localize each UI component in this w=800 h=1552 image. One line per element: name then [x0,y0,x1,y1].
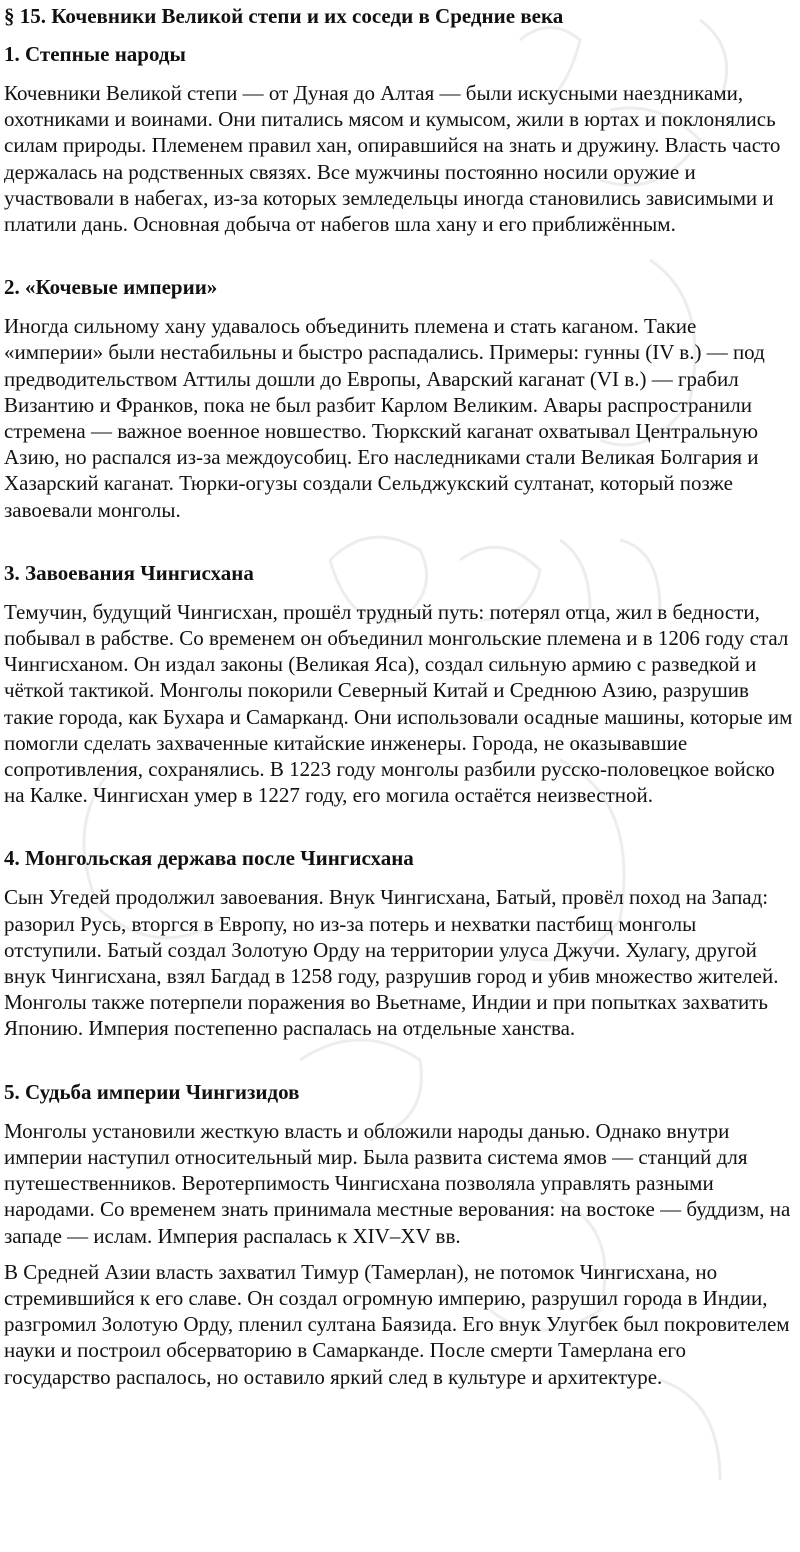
page-title: § 15. Кочевники Великой степи и их соседи в Средние века [4,4,564,28]
paragraph: Сын Угедей продолжил завоевания. Внук Чингисхана, Батый, провёл поход на Запад: разорил Русь, вторгся в Европу, но из-за потерь и нехватки пастбищ монголы отступили. Батый создал Золотую Орду на территории улуса Джучи. Хулагу, другой внук Чингисхана, взял Багдад в 1258 году, разрушив город и убив множество жителей. Монголы также потерпели поражения во Вьетнаме, Индии и при попытках захватить Японию. Империя постепенно распалась на отдельные ханства. [4,885,779,1041]
section-genghis-conquests [4,559,794,809]
section-heading: 1. Степные народы [4,42,186,66]
section-steppe-peoples [4,40,794,237]
paragraph: Монголы установили жесткую власть и обложили народы данью. Однако внутри империи наступил относительный мир. Была развита система ямов — станций для путешественников. Веротерпимость Чингисхана позволяла управлять разными народами. Со временем знать принимала местные верования: на востоке — буддизм, на западе — ислам. Империя распалась к XIV–XV вв. [4,1118,791,1248]
section-nomadic-empires [4,273,794,523]
paragraph: Иногда сильному хану удавалось объединить племена и стать каганом. Такие «империи» были нестабильны и быстро распадались. Примеры: гунны (IV в.) — под предводительством Аттилы дошли до Европы, Аварский каганат (VI в.) — грабил Византию и Франков, пока не был разбит Карлом Великим. Авары распространили стремена — важное военное новшество. Тюркский каганат охватывал Центральную Азию, но распался из-за междоусобиц. Его наследниками стали Великая Болгария и Хазарский каганат. Тюрки-огузы создали Сельджукский султанат, который позже завоевали монголы. [4,314,765,522]
paragraph: Темучин, будущий Чингисхан, прошёл трудный путь: потерял отца, жил в бедности, побывал в рабстве. Со временем он объединил монгольские племена и в 1206 году стал Чингисханом. Он издал законы (Великая Яса), создал сильную армию с разведкой и чёткой тактикой. Монголы покорили Северный Китай и Среднюю Азию, разрушив такие города, как Бухара и Самарканд. Они использовали осадные машины, которые им помогли сделать захваченные китайские инженеры. Города, не оказывавшие сопротивления, сохранялись. В 1223 году монголы разбили русско-половецкое войско на Калке. Чингисхан умер в 1227 году, его могила остаётся неизвестной. [4,599,793,808]
section-heading: 4. Монгольская держава после Чингисхана [4,846,414,871]
paragraph: Кочевники Великой степи — от Дуная до Алтая — были искусными наездниками, охотниками и воинами. Они питались мясом и кумысом, жили в юртах и поклонялись силам природы. Племенем правил хан, опиравшийся на знать и дружину. Власть часто держалась на родственных связях. Все мужчины постоянно носили оружие и участвовали в набегах, из-за которых земледельцы иногда становились зависимыми и платили дань. Основная добыча от набегов шла хану и его приближённым. [4,81,781,237]
section-heading: 5. Судьба империи Чингизидов [4,1079,300,1104]
paragraph: В Средней Азии власть захватил Тимур (Тамерлан), не потомок Чингисхана, но стремившийся к его славе. Он создал огромную империю, разрушил города в Индии, разгромил Золотую Орду, пленил султана Баязида. Его внук Улугбек был покровителем науки и построил обсерваторию в Самарканде. После смерти Тамерлана его государство распалось, но оставило яркий след в культуре и архитектуре. [4,1259,790,1389]
section-heading: 2. «Кочевые империи» [4,275,218,300]
section-fate-of-chinggisid-empire [4,1078,794,1390]
section-heading: 3. Завоевания Чингисхана [4,560,254,585]
section-mongol-state-after-genghis [4,844,794,1041]
